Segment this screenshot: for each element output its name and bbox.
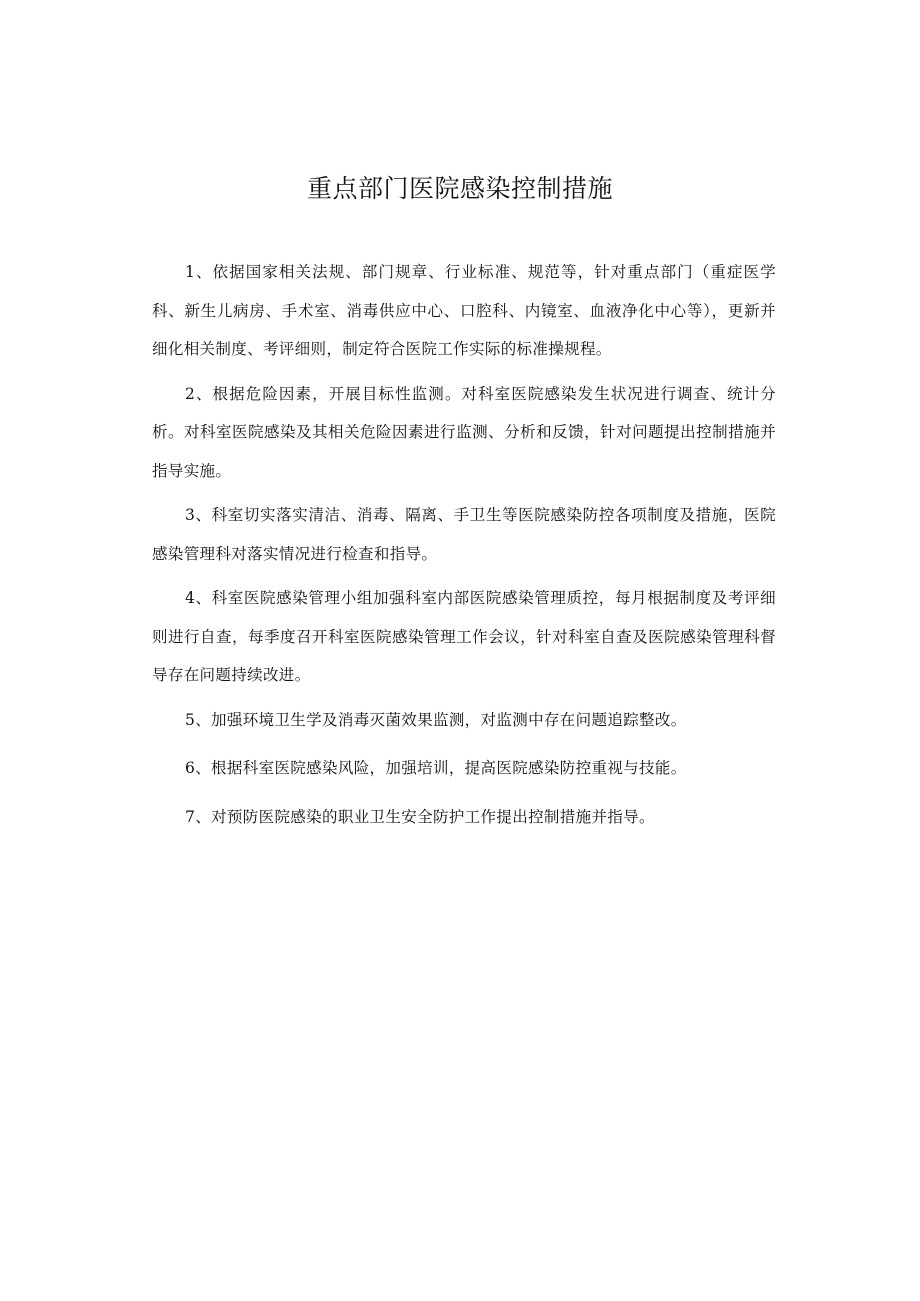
- paragraph-4: 4、科室医院感染管理小组加强科室内部医院感染管理质控，每月根据制度及考评细则进行自查，每季度召开科室医院感染管理工作会议，针对科室自查及医院感染管理科督导存在问题持续改进。: [152, 589, 776, 684]
- paragraph-1: 1、依据国家相关法规、部门规章、行业标准、规范等，针对重点部门（重症医学科、新生儿病房、手术室、消毒供应中心、口腔科、内镜室、血液净化中心等），更新并细化相关制度、考评细则，制定符合医院工作实际的标准操规程。: [152, 263, 776, 358]
- paragraph-2: 2、根据危险因素，开展目标性监测。对科室医院感染发生状况进行调查、统计分析。对科室医院感染及其相关危险因素进行监测、分析和反馈，针对问题提出控制措施并指导实施。: [152, 384, 776, 480]
- paragraph-6: 6、根据科室医院感染风险，加强培训，提高医院感染防控重视与技能。: [185, 759, 687, 777]
- document-title: 重点部门医院感染控制措施: [306, 174, 613, 203]
- paragraph-3: 3、科室切实落实清洁、消毒、隔离、手卫生等医院感染防控各项制度及措施，医院感染管理科对落实情况进行检查和指导。: [152, 506, 776, 563]
- paragraph-7: 7、对预防医院感染的职业卫生安全防护工作提出控制措施并指导。: [185, 807, 655, 826]
- document-body: [152, 253, 776, 842]
- paragraph-5: 5、加强环境卫生学及消毒灭菌效果监测，对监测中存在问题追踪整改。: [185, 710, 687, 729]
